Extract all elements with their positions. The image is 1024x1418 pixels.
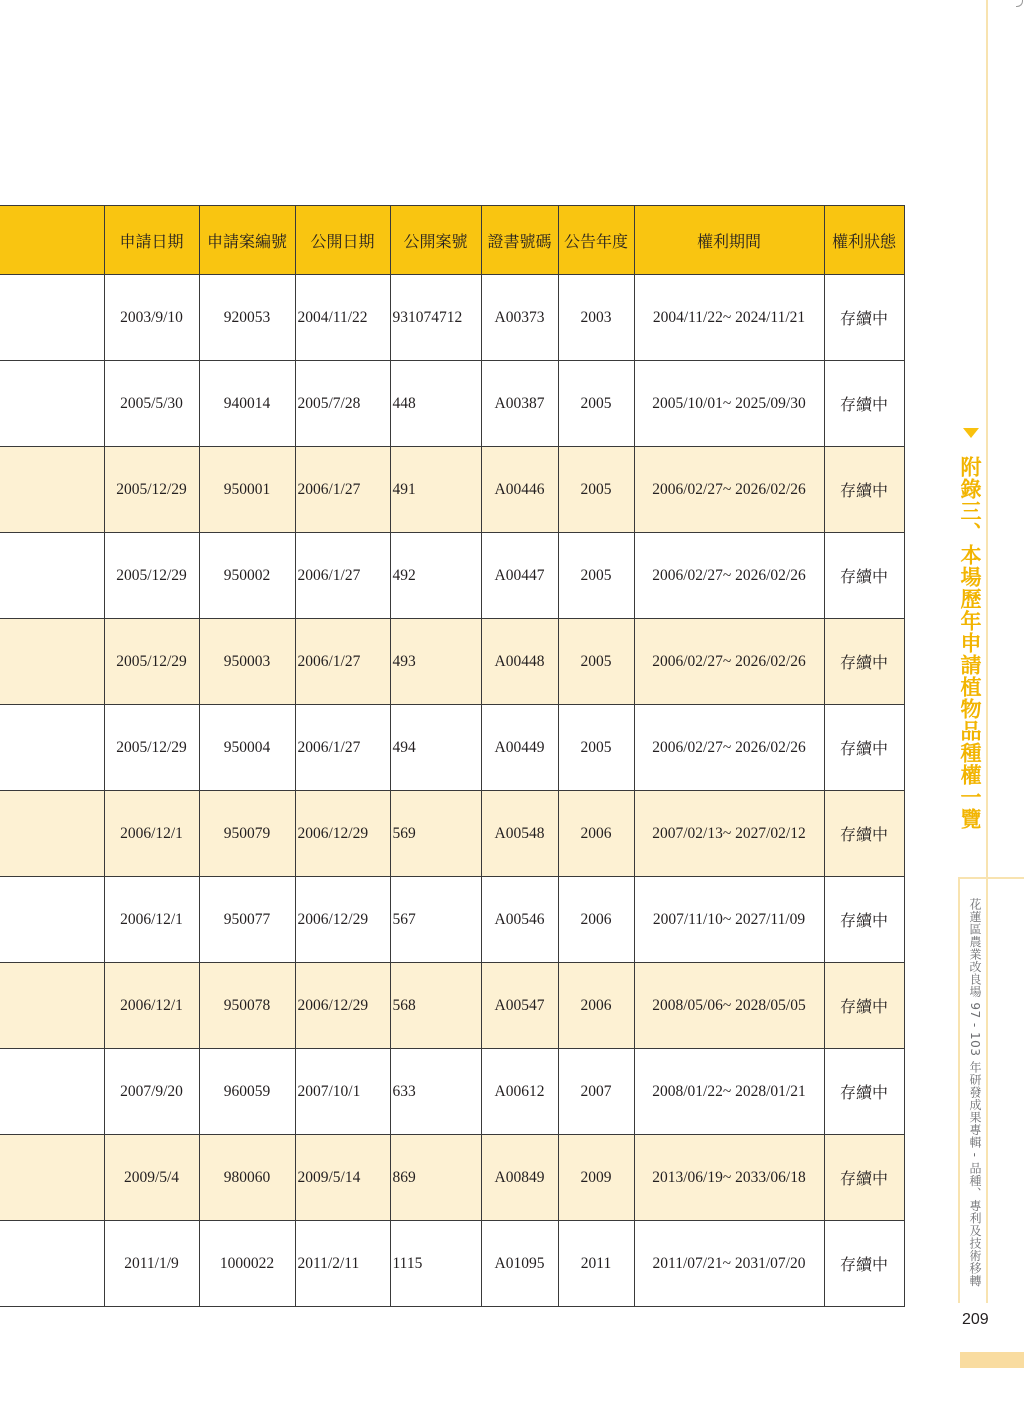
cell-publication-number: 1115 (390, 1221, 481, 1307)
cell-row-label (0, 447, 104, 533)
cell-announcement-year: 2005 (558, 705, 634, 791)
cell-publication-date: 2007/10/1 (295, 1049, 390, 1135)
cell-right-period: 2006/02/27~ 2026/02/26 (634, 533, 824, 619)
cell-application-date: 2006/12/1 (104, 963, 199, 1049)
cell-right-status: 存續中 (824, 361, 904, 447)
cell-right-status: 存續中 (824, 877, 904, 963)
cell-publication-date: 2006/12/29 (295, 791, 390, 877)
cell-publication-number: 568 (390, 963, 481, 1049)
cell-right-period: 2007/02/13~ 2027/02/12 (634, 791, 824, 877)
cell-application-number: 960059 (199, 1049, 295, 1135)
corner-mark (1016, 0, 1023, 7)
table-header-row (0, 206, 904, 275)
cell-announcement-year: 2006 (558, 963, 634, 1049)
header-right-status: 權利狀態 (824, 206, 904, 275)
cell-right-period: 2006/02/27~ 2026/02/26 (634, 705, 824, 791)
cell-right-status: 存續中 (824, 1221, 904, 1307)
cell-right-period: 2008/05/06~ 2028/05/05 (634, 963, 824, 1049)
cell-publication-number: 569 (390, 791, 481, 877)
margin-rule-inner (958, 877, 960, 1303)
cell-application-date: 2006/12/1 (104, 877, 199, 963)
cell-announcement-year: 2005 (558, 533, 634, 619)
cell-right-status: 存續中 (824, 533, 904, 619)
variety-rights-table (0, 205, 905, 1307)
header-application-number: 申請案編號 (199, 206, 295, 275)
cell-application-date: 2006/12/1 (104, 791, 199, 877)
cell-application-date: 2005/12/29 (104, 705, 199, 791)
table-row (0, 619, 904, 705)
cell-application-number: 950077 (199, 877, 295, 963)
cell-right-period: 2007/11/10~ 2027/11/09 (634, 877, 824, 963)
cell-certificate-number: A00449 (481, 705, 558, 791)
cell-right-status: 存續中 (824, 705, 904, 791)
cell-publication-number: 633 (390, 1049, 481, 1135)
cell-announcement-year: 2006 (558, 791, 634, 877)
cell-row-label (0, 877, 104, 963)
cell-right-period: 2006/02/27~ 2026/02/26 (634, 619, 824, 705)
cell-certificate-number: A00612 (481, 1049, 558, 1135)
cell-certificate-number: A00849 (481, 1135, 558, 1221)
cell-publication-number: 869 (390, 1135, 481, 1221)
book-subtitle: 花蓮區農業改良場 97 - 103 年研發成果專輯 - 品種、專利及技術移轉 (968, 898, 982, 1287)
header-announcement-year: 公告年度 (558, 206, 634, 275)
cell-announcement-year: 2005 (558, 361, 634, 447)
triangle-down-icon (963, 428, 979, 438)
cell-publication-number: 493 (390, 619, 481, 705)
cell-publication-number: 491 (390, 447, 481, 533)
cell-row-label (0, 1049, 104, 1135)
section-title: 附錄三、本場歷年申請植物品種權一覽 (958, 456, 983, 830)
header-right-period: 權利期間 (634, 206, 824, 275)
cell-publication-date: 2006/1/27 (295, 533, 390, 619)
cell-right-status: 存續中 (824, 1049, 904, 1135)
cell-right-status: 存續中 (824, 619, 904, 705)
table-row (0, 1135, 904, 1221)
cell-publication-date: 2006/12/29 (295, 877, 390, 963)
cell-application-number: 950079 (199, 791, 295, 877)
cell-publication-date: 2004/11/22 (295, 275, 390, 361)
cell-publication-date: 2006/1/27 (295, 705, 390, 791)
margin-rule-upper (986, 0, 988, 878)
cell-right-period: 2004/11/22~ 2024/11/21 (634, 275, 824, 361)
cell-application-number: 950001 (199, 447, 295, 533)
cell-right-status: 存續中 (824, 791, 904, 877)
cell-row-label (0, 705, 104, 791)
header-row-label (0, 206, 104, 275)
header-application-date: 申請日期 (104, 206, 199, 275)
cell-publication-date: 2009/5/14 (295, 1135, 390, 1221)
cell-application-number: 950003 (199, 619, 295, 705)
cell-announcement-year: 2006 (558, 877, 634, 963)
page-number: 209 (962, 1311, 989, 1328)
header-certificate-number: 證書號碼 (481, 206, 558, 275)
cell-certificate-number: A00446 (481, 447, 558, 533)
cell-right-status: 存續中 (824, 275, 904, 361)
cell-application-date: 2005/5/30 (104, 361, 199, 447)
cell-publication-number: 567 (390, 877, 481, 963)
cell-certificate-number: A00448 (481, 619, 558, 705)
table-row (0, 963, 904, 1049)
cell-row-label (0, 533, 104, 619)
cell-application-date: 2011/1/9 (104, 1221, 199, 1307)
table-row (0, 533, 904, 619)
cell-right-period: 2006/02/27~ 2026/02/26 (634, 447, 824, 533)
cell-row-label (0, 275, 104, 361)
cell-row-label (0, 791, 104, 877)
cell-application-number: 950004 (199, 705, 295, 791)
cell-application-number: 940014 (199, 361, 295, 447)
table-row (0, 447, 904, 533)
cell-right-period: 2013/06/19~ 2033/06/18 (634, 1135, 824, 1221)
cell-announcement-year: 2007 (558, 1049, 634, 1135)
cell-publication-date: 2011/2/11 (295, 1221, 390, 1307)
cell-right-status: 存續中 (824, 447, 904, 533)
table-row (0, 791, 904, 877)
cell-application-number: 920053 (199, 275, 295, 361)
cell-application-date: 2007/9/20 (104, 1049, 199, 1135)
cell-publication-number: 492 (390, 533, 481, 619)
cell-certificate-number: A00387 (481, 361, 558, 447)
cell-right-period: 2005/10/01~ 2025/09/30 (634, 361, 824, 447)
cell-publication-number: 494 (390, 705, 481, 791)
cell-certificate-number: A01095 (481, 1221, 558, 1307)
table-row (0, 275, 904, 361)
cell-announcement-year: 2009 (558, 1135, 634, 1221)
cell-announcement-year: 2011 (558, 1221, 634, 1307)
cell-application-date: 2005/12/29 (104, 533, 199, 619)
table-row (0, 877, 904, 963)
cell-application-date: 2005/12/29 (104, 447, 199, 533)
header-publication-number: 公開案號 (390, 206, 481, 275)
cell-row-label (0, 1221, 104, 1307)
header-publication-date: 公開日期 (295, 206, 390, 275)
cell-publication-date: 2006/12/29 (295, 963, 390, 1049)
cell-application-number: 980060 (199, 1135, 295, 1221)
cell-publication-number: 931074712 (390, 275, 481, 361)
cell-application-date: 2005/12/29 (104, 619, 199, 705)
cell-row-label (0, 361, 104, 447)
cell-row-label (0, 963, 104, 1049)
table-row (0, 1049, 904, 1135)
cell-publication-date: 2006/1/27 (295, 619, 390, 705)
cell-application-number: 950002 (199, 533, 295, 619)
table-row (0, 361, 904, 447)
cell-application-date: 2003/9/10 (104, 275, 199, 361)
margin-rule-lower (986, 878, 988, 1303)
cell-right-status: 存續中 (824, 963, 904, 1049)
cell-application-number: 1000022 (199, 1221, 295, 1307)
cell-publication-number: 448 (390, 361, 481, 447)
cell-certificate-number: A00548 (481, 791, 558, 877)
cell-row-label (0, 619, 104, 705)
cell-right-status: 存續中 (824, 1135, 904, 1221)
cell-application-number: 950078 (199, 963, 295, 1049)
margin-rule-horizontal (958, 877, 1024, 879)
cell-right-period: 2008/01/22~ 2028/01/21 (634, 1049, 824, 1135)
cell-certificate-number: A00547 (481, 963, 558, 1049)
cell-publication-date: 2006/1/27 (295, 447, 390, 533)
cell-right-period: 2011/07/21~ 2031/07/20 (634, 1221, 824, 1307)
table-row (0, 705, 904, 791)
table-row (0, 1221, 904, 1307)
footer-color-bar (960, 1352, 1024, 1368)
cell-application-date: 2009/5/4 (104, 1135, 199, 1221)
cell-certificate-number: A00373 (481, 275, 558, 361)
cell-publication-date: 2005/7/28 (295, 361, 390, 447)
cell-announcement-year: 2005 (558, 447, 634, 533)
cell-row-label (0, 1135, 104, 1221)
cell-announcement-year: 2005 (558, 619, 634, 705)
cell-certificate-number: A00546 (481, 877, 558, 963)
cell-announcement-year: 2003 (558, 275, 634, 361)
cell-certificate-number: A00447 (481, 533, 558, 619)
